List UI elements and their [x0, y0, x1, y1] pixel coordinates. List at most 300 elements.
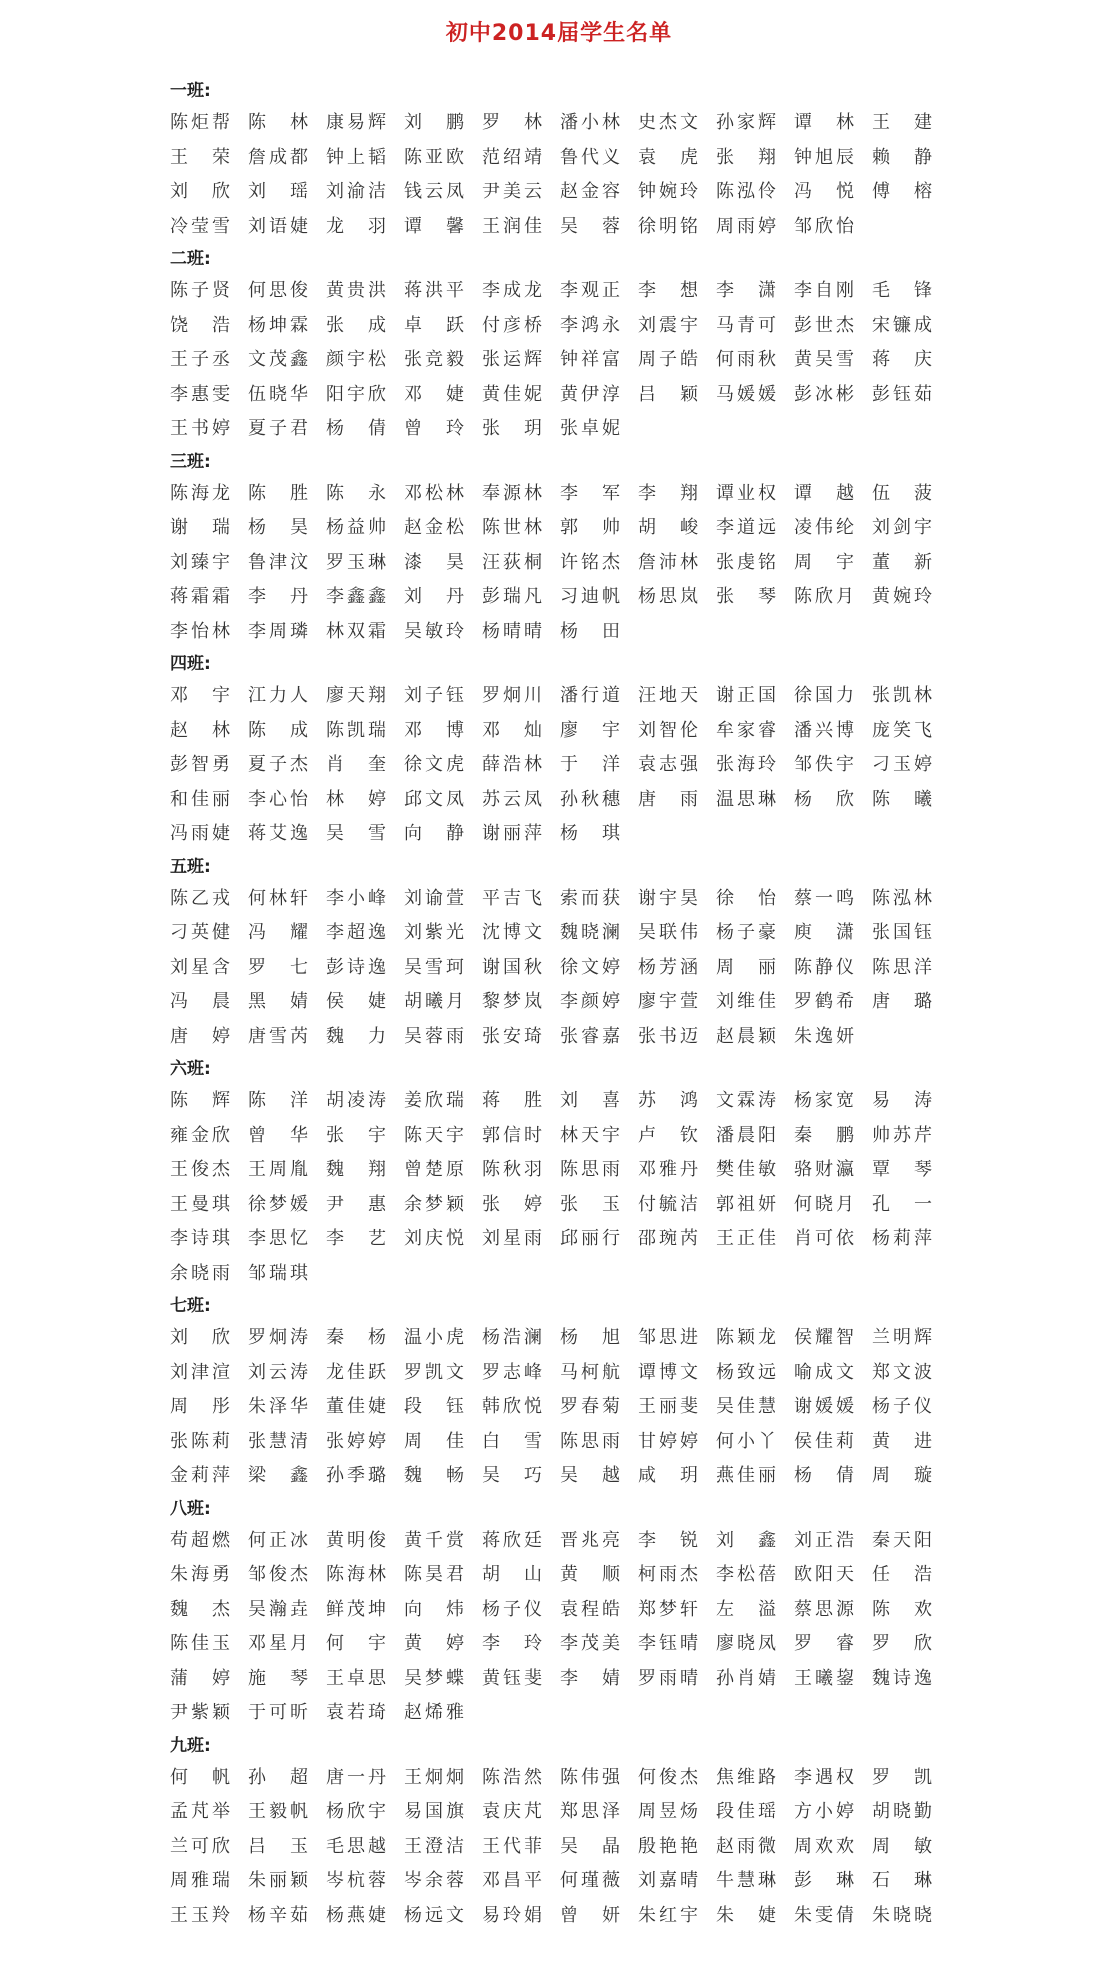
student-name: 邵琬芮 [638, 1228, 698, 1249]
student-name: 袁庆芃 [482, 1801, 542, 1822]
student-name: 杨远文 [404, 1904, 464, 1926]
student-name: 郑梦轩 [638, 1598, 698, 1620]
student-name: 王曼琪 [170, 1193, 230, 1215]
student-name: 潘行道 [560, 685, 620, 706]
student-name: 邓雅丹 [638, 1159, 698, 1180]
student-name: 谭博文 [638, 1361, 698, 1383]
student-name: 杨莉萍 [872, 1228, 932, 1249]
student-name: 杨芳涵 [638, 956, 698, 978]
student-name: 邓星月 [248, 1633, 308, 1654]
student-name: 陈凯瑞 [326, 719, 386, 741]
student-name: 彭世杰 [794, 314, 854, 336]
student-name: 唐 雨 [638, 788, 698, 810]
student-name: 吴联伟 [638, 922, 698, 943]
student-name: 苏云凤 [482, 788, 542, 810]
student-name: 谢媛媛 [794, 1396, 854, 1417]
student-name: 杨致远 [716, 1361, 776, 1383]
student-name: 刘 欣 [170, 181, 230, 202]
student-name: 周欢欢 [794, 1835, 854, 1857]
student-name: 吴瀚垚 [248, 1598, 308, 1620]
student-name: 段 钰 [404, 1396, 464, 1417]
student-name-grid [170, 882, 950, 1055]
student-name: 伍 菠 [872, 482, 932, 504]
student-name: 陈亚欧 [404, 146, 464, 168]
student-name: 苟超燃 [170, 1529, 230, 1551]
student-name: 李鸿永 [560, 314, 620, 336]
student-name: 刘 鑫 [716, 1529, 776, 1551]
student-name: 陈浩然 [482, 1766, 542, 1788]
student-name: 张 婷 [482, 1193, 542, 1215]
student-name: 邱文凤 [404, 788, 464, 810]
student-name: 秦 杨 [326, 1327, 386, 1348]
student-name: 唐一丹 [326, 1766, 386, 1788]
student-name: 李 锐 [638, 1529, 698, 1551]
student-name: 王 荣 [170, 146, 230, 168]
student-name: 陈子贤 [170, 280, 230, 301]
student-name: 李 潇 [716, 280, 776, 301]
student-name: 凌伟纶 [794, 517, 854, 538]
student-name: 张安琦 [482, 1025, 542, 1047]
student-name: 毛思越 [326, 1835, 386, 1857]
student-name: 陈佳玉 [170, 1633, 230, 1654]
student-name: 骆财瀛 [794, 1159, 854, 1180]
student-name: 雍金欣 [170, 1124, 230, 1146]
student-name: 陈颖龙 [716, 1327, 776, 1348]
student-name: 彭钰茹 [872, 383, 932, 405]
student-name-grid [170, 1321, 950, 1494]
student-name: 杨子豪 [716, 922, 776, 943]
student-name: 阳宇欣 [326, 383, 386, 405]
student-name: 庾 潇 [794, 922, 854, 943]
student-name: 吴佳慧 [716, 1396, 776, 1417]
student-name: 杨辛茹 [248, 1904, 308, 1926]
student-name: 孔 一 [872, 1193, 932, 1215]
student-name: 朱晓晓 [872, 1904, 932, 1926]
student-name: 赵晨颖 [716, 1025, 776, 1047]
student-name: 王周胤 [248, 1159, 308, 1180]
student-name: 张 翔 [716, 146, 776, 168]
student-name: 杨坤霖 [248, 314, 308, 336]
student-name: 何小丫 [716, 1430, 776, 1452]
student-name: 张 宇 [326, 1124, 386, 1146]
student-name: 鲁津汶 [248, 551, 308, 573]
student-name: 康易辉 [326, 112, 386, 133]
student-name: 冷莹雪 [170, 215, 230, 237]
student-name: 何 帆 [170, 1766, 230, 1788]
student-name: 韩欣悦 [482, 1396, 542, 1417]
student-name: 左 溢 [716, 1598, 776, 1620]
student-name: 施 琴 [248, 1667, 308, 1689]
student-name: 刘谕萱 [404, 887, 464, 909]
class-heading: 九班: [170, 1735, 211, 1756]
student-name: 李超逸 [326, 922, 386, 943]
student-name: 周 佳 [404, 1430, 464, 1452]
student-name: 彭智勇 [170, 754, 230, 775]
student-name: 魏 翔 [326, 1159, 386, 1180]
student-name: 孙 超 [248, 1766, 308, 1788]
student-name: 朱红宇 [638, 1904, 698, 1926]
student-name: 温思琳 [716, 788, 776, 810]
student-name: 刘子钰 [404, 685, 464, 706]
student-name: 谢丽萍 [482, 823, 542, 844]
student-name: 赵金容 [560, 181, 620, 202]
student-name: 朱 婕 [716, 1904, 776, 1926]
student-name: 黄明俊 [326, 1529, 386, 1551]
student-name: 史杰文 [638, 112, 698, 133]
student-name: 张 玥 [482, 418, 542, 439]
student-name: 郑思泽 [560, 1801, 620, 1822]
student-name: 陈世林 [482, 517, 542, 538]
student-name: 罗 欣 [872, 1633, 932, 1654]
student-name: 张婷婷 [326, 1430, 386, 1452]
student-name: 蒋 胜 [482, 1090, 542, 1111]
student-name: 尹紫颖 [170, 1702, 230, 1723]
student-name: 张卓妮 [560, 418, 620, 439]
student-name: 陈伟强 [560, 1766, 620, 1788]
student-name: 马青可 [716, 314, 776, 336]
student-name: 陈思雨 [560, 1430, 620, 1452]
student-name: 唐 婷 [170, 1025, 230, 1047]
student-name: 张慧清 [248, 1430, 308, 1452]
student-name: 焦维路 [716, 1766, 776, 1788]
student-name: 彭诗逸 [326, 956, 386, 978]
student-name: 杨浩澜 [482, 1327, 542, 1348]
student-name: 吴 晶 [560, 1835, 620, 1857]
class-heading: 六班: [170, 1059, 211, 1079]
student-name: 赵雨微 [716, 1835, 776, 1857]
student-name: 刘 丹 [404, 586, 464, 607]
student-name: 鲁代义 [560, 146, 620, 168]
student-name: 金莉萍 [170, 1465, 230, 1486]
student-name: 晋兆亮 [560, 1529, 620, 1551]
student-name: 罗玉琳 [326, 551, 386, 573]
student-name: 杨思岚 [638, 586, 698, 607]
student-name: 兰明辉 [872, 1327, 932, 1348]
student-name: 董佳婕 [326, 1396, 386, 1417]
student-name: 张竞毅 [404, 349, 464, 370]
student-name: 魏 力 [326, 1025, 386, 1047]
student-name: 廖宇萱 [638, 991, 698, 1012]
student-name: 廖天翔 [326, 685, 386, 706]
student-name: 王俊杰 [170, 1159, 230, 1180]
student-name: 柯雨杰 [638, 1564, 698, 1585]
student-name: 咸 玥 [638, 1465, 698, 1486]
student-name: 何 宇 [326, 1633, 386, 1654]
student-name: 李道远 [716, 517, 776, 538]
student-name: 于 洋 [560, 754, 620, 775]
student-name: 钱云凤 [404, 181, 464, 202]
student-name: 魏晓澜 [560, 922, 620, 943]
student-name: 陈 胜 [248, 482, 308, 504]
student-name: 魏诗逸 [872, 1667, 932, 1689]
student-name: 钟旭辰 [794, 146, 854, 168]
student-name: 李 翔 [638, 482, 698, 504]
student-name: 邓 博 [404, 719, 464, 741]
student-name: 黄婉玲 [872, 586, 932, 607]
student-name: 李思忆 [248, 1228, 308, 1249]
student-name: 刘语婕 [248, 215, 308, 237]
student-name: 周昱炀 [638, 1801, 698, 1822]
student-name: 张虔铭 [716, 551, 776, 573]
student-name: 李周璘 [248, 620, 308, 642]
student-name: 徐国力 [794, 685, 854, 706]
student-name: 朱海勇 [170, 1564, 230, 1585]
student-name: 饶 浩 [170, 314, 230, 336]
student-name: 王毅帆 [248, 1801, 308, 1822]
student-name: 刘正浩 [794, 1529, 854, 1551]
student-name: 杨 昊 [248, 517, 308, 538]
student-name: 罗志峰 [482, 1361, 542, 1383]
student-name: 罗 林 [482, 112, 542, 133]
student-name: 陈天宇 [404, 1124, 464, 1146]
student-name: 谭 林 [794, 112, 854, 133]
student-name: 李 丹 [248, 586, 308, 607]
student-name: 李成龙 [482, 280, 542, 301]
student-name: 林 婷 [326, 788, 386, 810]
student-name: 周 宇 [794, 551, 854, 573]
student-name: 侯佳莉 [794, 1430, 854, 1452]
student-name: 魏 杰 [170, 1598, 230, 1620]
student-name: 陈 洋 [248, 1090, 308, 1111]
student-name: 吴敏玲 [404, 620, 464, 642]
student-name: 董 新 [872, 551, 932, 573]
student-name: 黄 进 [872, 1430, 932, 1452]
student-name: 易 涛 [872, 1090, 932, 1111]
student-name: 白 雪 [482, 1430, 542, 1452]
class-section [170, 1494, 950, 1731]
student-name: 和佳丽 [170, 788, 230, 810]
student-name: 邹佚宇 [794, 754, 854, 775]
student-name: 何雨秋 [716, 349, 776, 370]
student-name: 王正佳 [716, 1228, 776, 1249]
student-name-grid [170, 1524, 950, 1731]
student-name-grid [170, 1761, 950, 1934]
student-name: 杨 欣 [794, 788, 854, 810]
student-name: 刘 欣 [170, 1327, 230, 1348]
student-name: 张运辉 [482, 349, 542, 370]
student-name: 兰可欣 [170, 1835, 230, 1857]
student-name: 李钰晴 [638, 1633, 698, 1654]
student-name: 周 彤 [170, 1396, 230, 1417]
student-name: 邱丽行 [560, 1228, 620, 1249]
student-name: 王卓思 [326, 1667, 386, 1689]
student-name: 唐雪芮 [248, 1025, 308, 1047]
student-name: 江力人 [248, 685, 308, 706]
student-name: 吴梦蝶 [404, 1667, 464, 1689]
student-name: 夏子杰 [248, 754, 308, 775]
student-name: 岑余蓉 [404, 1870, 464, 1891]
student-name: 尹 惠 [326, 1193, 386, 1215]
student-name: 何思俊 [248, 280, 308, 301]
student-name: 向 炜 [404, 1598, 464, 1620]
student-name: 余梦颖 [404, 1193, 464, 1215]
student-name: 吴雪珂 [404, 956, 464, 978]
student-name: 赵 林 [170, 719, 230, 741]
student-name: 邓 婕 [404, 383, 464, 405]
student-name: 段佳瑶 [716, 1801, 776, 1822]
student-name: 薛浩林 [482, 754, 542, 775]
student-name: 夏子君 [248, 418, 308, 439]
student-name: 刘星含 [170, 956, 230, 978]
student-name: 刘 鹏 [404, 112, 464, 133]
student-name: 王子丞 [170, 349, 230, 370]
student-name: 罗雨晴 [638, 1667, 698, 1689]
class-heading: 七班: [170, 1296, 211, 1316]
student-name: 徐文婷 [560, 956, 620, 978]
student-name: 陈海林 [326, 1564, 386, 1585]
student-name: 蒋霜霜 [170, 586, 230, 607]
student-name: 帅苏芹 [872, 1124, 932, 1146]
student-name: 尹美云 [482, 181, 542, 202]
student-name: 袁程皓 [560, 1598, 620, 1620]
student-name: 刘维佳 [716, 991, 776, 1012]
student-name-grid [170, 477, 950, 650]
student-name: 吴 越 [560, 1465, 620, 1486]
student-name: 付彦桥 [482, 314, 542, 336]
student-name: 魏 畅 [404, 1465, 464, 1486]
class-section [170, 1054, 950, 1291]
student-name: 蒲 婷 [170, 1667, 230, 1689]
student-name: 秦 鹏 [794, 1124, 854, 1146]
student-name: 黎梦岚 [482, 991, 542, 1012]
student-name: 侯 婕 [326, 991, 386, 1012]
student-name: 陈乙戎 [170, 887, 230, 909]
student-name: 樊佳敏 [716, 1159, 776, 1180]
student-name: 冯 悦 [794, 181, 854, 202]
student-name: 李观正 [560, 280, 620, 301]
student-name: 杨 倩 [326, 418, 386, 439]
student-name: 方小婷 [794, 1801, 854, 1822]
student-name: 黄贵洪 [326, 280, 386, 301]
student-name: 李鑫鑫 [326, 586, 386, 607]
student-name: 李 玲 [482, 1633, 542, 1654]
student-name: 谭业权 [716, 482, 776, 504]
student-name: 周雨婷 [716, 215, 776, 237]
student-name: 漆 昊 [404, 551, 464, 573]
student-name: 刘津渲 [170, 1361, 230, 1383]
student-name: 沈博文 [482, 922, 542, 943]
student-name: 何林轩 [248, 887, 308, 909]
student-name: 邹俊杰 [248, 1564, 308, 1585]
student-name: 侯耀智 [794, 1327, 854, 1348]
student-name: 罗鹤希 [794, 991, 854, 1012]
student-name: 赖 静 [872, 146, 932, 168]
student-name: 杨家宽 [794, 1090, 854, 1111]
student-name: 潘兴博 [794, 719, 854, 741]
student-name: 习迪帆 [560, 586, 620, 607]
student-name: 朱泽华 [248, 1396, 308, 1417]
student-name: 陈泓伶 [716, 181, 776, 202]
student-name: 李松蓓 [716, 1564, 776, 1585]
student-name: 索而获 [560, 887, 620, 909]
student-name: 刘云涛 [248, 1361, 308, 1383]
student-name: 王书婷 [170, 418, 230, 439]
student-name: 李遇权 [794, 1766, 854, 1788]
student-name: 孙季璐 [326, 1465, 386, 1486]
student-name: 罗炯涛 [248, 1327, 308, 1348]
student-name: 刁英健 [170, 922, 230, 943]
student-name: 陈 辉 [170, 1090, 230, 1111]
student-name: 张陈莉 [170, 1430, 230, 1452]
student-name: 邹思进 [638, 1327, 698, 1348]
student-name: 黄吴雪 [794, 349, 854, 370]
student-name: 岑杭蓉 [326, 1870, 386, 1891]
student-name: 李怡林 [170, 620, 230, 642]
student-name: 孟芃举 [170, 1801, 230, 1822]
student-name: 邹瑞琪 [248, 1262, 308, 1284]
student-name: 梁 鑫 [248, 1465, 308, 1486]
student-name: 苏 鸿 [638, 1090, 698, 1111]
student-name: 李诗琪 [170, 1228, 230, 1249]
student-name: 肖 奎 [326, 754, 386, 775]
student-name: 张国钰 [872, 922, 932, 943]
student-name: 刘剑宇 [872, 517, 932, 538]
student-name: 杨益帅 [326, 517, 386, 538]
student-name: 潘晨阳 [716, 1124, 776, 1146]
student-name: 廖晓凤 [716, 1633, 776, 1654]
student-name: 罗炯川 [482, 685, 542, 706]
student-name: 王玉羚 [170, 1904, 230, 1926]
student-name: 廖 宇 [560, 719, 620, 741]
student-name: 刘 瑶 [248, 181, 308, 202]
student-name: 易国旗 [404, 1801, 464, 1822]
student-name: 邓昌平 [482, 1870, 542, 1891]
student-name: 王丽斐 [638, 1396, 698, 1417]
student-name: 黄佳妮 [482, 383, 542, 405]
student-name: 汪荻桐 [482, 551, 542, 573]
student-name: 黄钰斐 [482, 1667, 542, 1689]
student-name: 朱逸妍 [794, 1025, 854, 1047]
student-name: 卓 跃 [404, 314, 464, 336]
student-name: 曾 玲 [404, 418, 464, 439]
student-name: 杨晴晴 [482, 620, 542, 642]
student-name: 罗 凯 [872, 1766, 932, 1788]
student-name: 李自刚 [794, 280, 854, 301]
student-name: 冯雨婕 [170, 823, 230, 844]
student-name: 罗 睿 [794, 1633, 854, 1654]
student-name: 徐 怡 [716, 887, 776, 909]
student-name: 易玲娟 [482, 1904, 542, 1926]
student-name: 刘紫光 [404, 922, 464, 943]
student-name: 宋镰成 [872, 314, 932, 336]
student-name: 黄伊淳 [560, 383, 620, 405]
student-name: 何晓月 [794, 1193, 854, 1215]
student-name: 胡 峻 [638, 517, 698, 538]
student-name: 庞笑飞 [872, 719, 932, 741]
student-name: 蒋欣廷 [482, 1529, 542, 1551]
student-name: 何俊杰 [638, 1766, 698, 1788]
student-name: 许铭杰 [560, 551, 620, 573]
student-name: 刘渝洁 [326, 181, 386, 202]
student-name: 余晓雨 [170, 1262, 230, 1284]
student-name: 王澄洁 [404, 1835, 464, 1857]
student-name: 刘庆悦 [404, 1228, 464, 1249]
student-name: 杨子仪 [872, 1396, 932, 1417]
student-name: 周 丽 [716, 956, 776, 978]
student-name: 陈 永 [326, 482, 386, 504]
student-name: 姜欣瑞 [404, 1090, 464, 1111]
student-name: 袁 虎 [638, 146, 698, 168]
student-name: 谢 瑞 [170, 517, 230, 538]
student-name: 牛慧琳 [716, 1870, 776, 1891]
student-name: 徐明铭 [638, 215, 698, 237]
student-name: 谭 越 [794, 482, 854, 504]
class-section [170, 447, 950, 650]
student-name: 詹成都 [248, 146, 308, 168]
student-name: 郭 帅 [560, 517, 620, 538]
class-heading: 一班: [170, 81, 211, 101]
class-section [170, 1731, 950, 1934]
